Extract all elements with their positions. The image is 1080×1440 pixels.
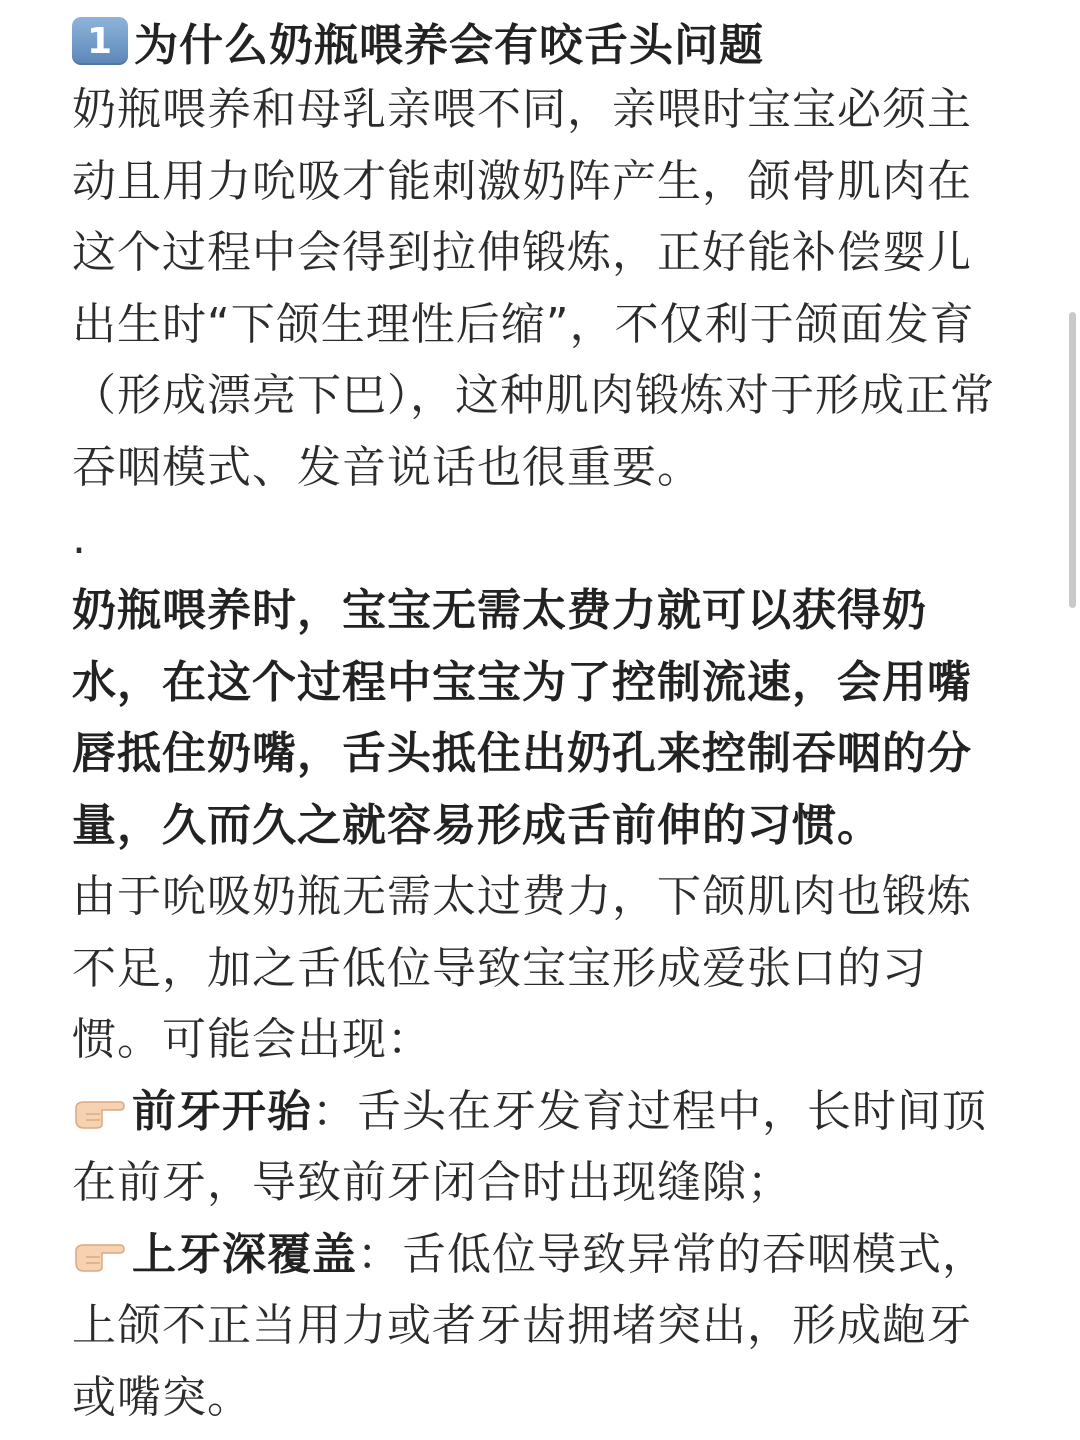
- pointing-hand-icon: [72, 1237, 126, 1273]
- list-item: [72, 1219, 1012, 1434]
- bullet-separator: ：: [357, 1228, 402, 1280]
- bullet-term: 上牙深覆盖: [132, 1228, 357, 1280]
- paragraph-bottle-feeding: 奶瓶喂养时，宝宝无需太费力就可以获得奶水，在这个过程中宝宝为了控制流速，会用嘴唇抵住奶嘴，舌头抵住出奶孔来控制吞咽的分量，久而久之就容易形成舌前伸的习惯。: [72, 585, 972, 851]
- article-body: [72, 8, 1012, 1433]
- keycap-number-badge: 1: [72, 17, 128, 65]
- separator-dot: .: [72, 513, 86, 564]
- paragraph-breastfeeding: 奶瓶喂养和母乳亲喂不同，亲喂时宝宝必须主动且用力吮吸才能刺激奶阵产生，颌骨肌肉在这个过程中会得到拉伸锻炼，正好能补偿婴儿出生时“下颌生理性后缩”，不仅利于颌面发育（形成漂亮下巴），这种肌肉锻炼对于形成正常吞咽模式、发音说话也很重要。: [72, 84, 995, 493]
- bullet-text: 舌头在牙发育过程中，长时间顶在前牙，导致前牙闭合时出现缝隙；: [72, 1085, 987, 1208]
- scrollbar[interactable]: [1069, 312, 1076, 608]
- bullet-text: 舌低位导致异常的吞咽模式，上颌不正当用力或者牙齿拥堵突出，形成龅牙或嘴突。: [72, 1228, 987, 1423]
- section-title-text: 为什么奶瓶喂养会有咬舌头问题: [134, 20, 764, 71]
- bullet-term: 前牙开骀: [132, 1085, 312, 1137]
- pointing-hand-icon: [72, 1094, 126, 1130]
- list-item: [72, 1076, 1012, 1219]
- section-title: [72, 8, 1012, 74]
- paragraph-consequences: 由于吮吸奶瓶无需太过费力，下颌肌肉也锻炼不足，加之舌低位导致宝宝形成爱张口的习惯。可能会出现：: [72, 871, 972, 1065]
- bullet-separator: ：: [312, 1085, 357, 1137]
